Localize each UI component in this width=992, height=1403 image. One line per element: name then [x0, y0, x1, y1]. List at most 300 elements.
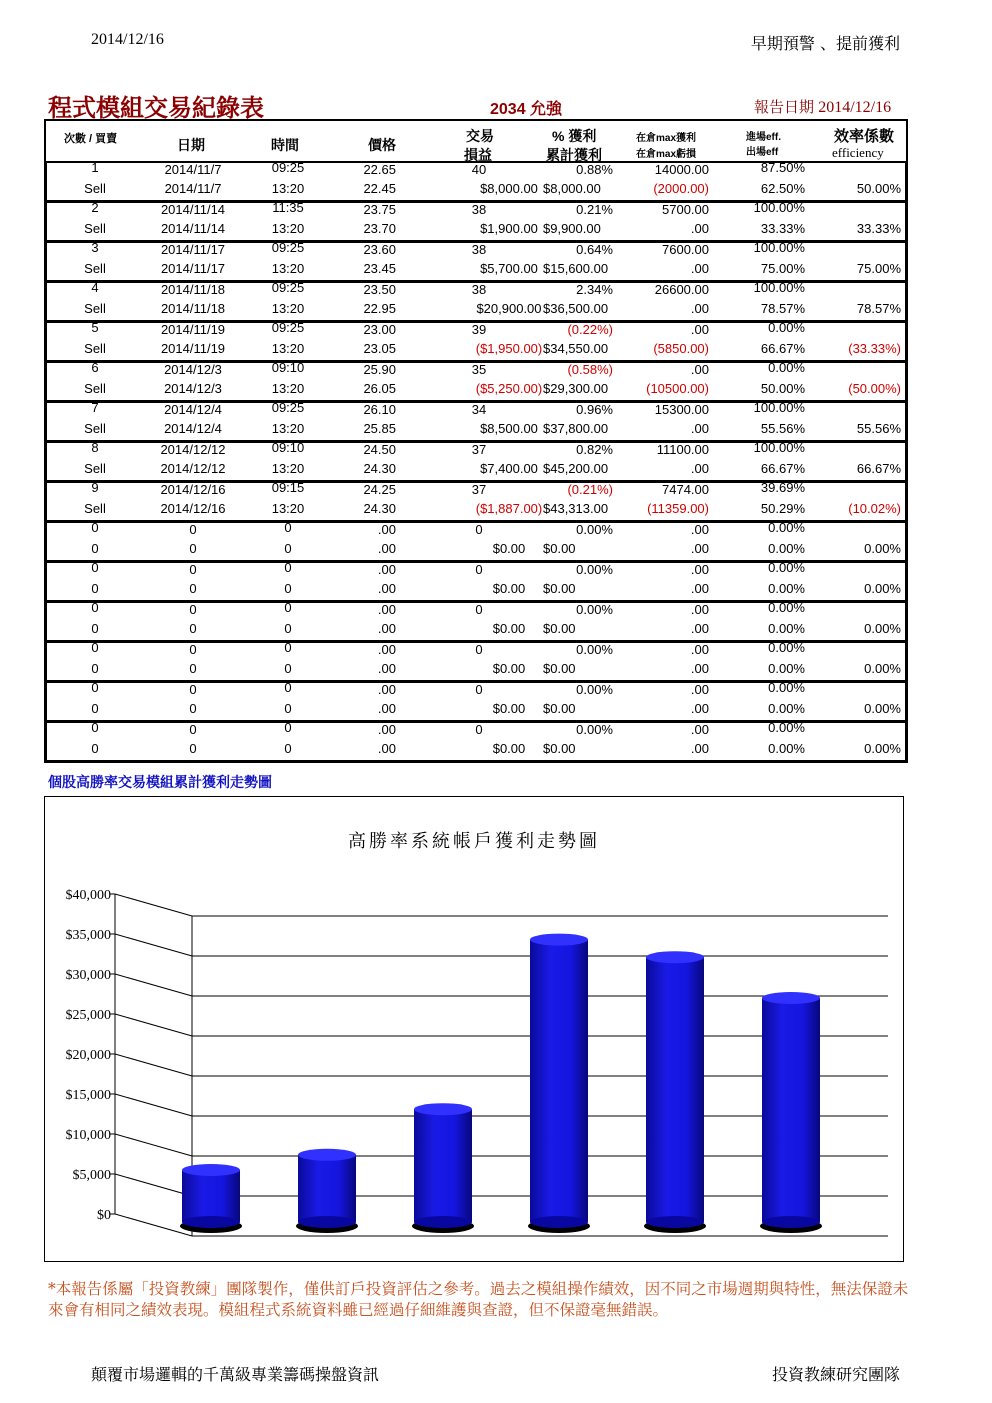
- profit-chart: [44, 796, 904, 1262]
- cell-max: 26600.00: [654, 282, 709, 297]
- cell-price: 25.90: [363, 362, 396, 377]
- col-eff-2: 出場eff: [746, 147, 779, 158]
- cell-pct: 0.96%: [576, 402, 613, 417]
- cell-eff: 78.57%: [760, 301, 805, 316]
- cell-no: 4: [91, 280, 99, 295]
- cell-date: 2014/11/17: [160, 242, 226, 257]
- table-body: [44, 160, 908, 763]
- cell-price: .00: [377, 522, 396, 537]
- table-row-group: [44, 560, 908, 603]
- cell-effi: (50.00%): [848, 381, 901, 396]
- cell-date: 0: [189, 701, 197, 716]
- table-row-group: [44, 200, 908, 243]
- cell-date: 0: [189, 602, 197, 617]
- bar-base: [762, 1216, 820, 1228]
- cell-pct: $0.00: [543, 701, 576, 716]
- bar-top: [762, 992, 820, 1004]
- cell-time: 09:25: [271, 280, 305, 295]
- cell-eff: 33.33%: [760, 221, 805, 236]
- grid-side-line: [115, 1094, 192, 1116]
- cell-pct: $29,300.00: [543, 381, 609, 396]
- table-row-group: [44, 360, 908, 403]
- trade-table: [44, 119, 908, 763]
- cell-trade: ($5,250.00): [475, 381, 543, 396]
- cell-effi: 33.33%: [856, 221, 901, 236]
- table-row-group: [44, 320, 908, 363]
- cell-max: .00: [690, 602, 709, 617]
- cell-price: 23.70: [363, 221, 396, 236]
- cell-max: (5850.00): [653, 341, 709, 356]
- cell-max: .00: [690, 221, 709, 236]
- cell-effi: 78.57%: [856, 301, 901, 316]
- cell-price: 23.45: [363, 261, 396, 276]
- cell-pct: 0.00%: [576, 682, 613, 697]
- bar-top: [298, 1149, 356, 1161]
- cell-date: 0: [189, 722, 197, 737]
- y-tick-label: $5,000: [72, 1168, 111, 1183]
- cell-price: .00: [377, 621, 396, 636]
- profit-chart-svg: [45, 797, 903, 1261]
- bar-top: [414, 1103, 472, 1115]
- cell-max: .00: [690, 642, 709, 657]
- table-row-group: [44, 160, 908, 203]
- cell-date: 0: [189, 741, 197, 756]
- cell-date: 0: [189, 581, 197, 596]
- table-row-group: [44, 240, 908, 283]
- col-pct-1: % 獲利: [552, 128, 597, 144]
- cell-trade: 38: [471, 202, 487, 217]
- cell-price: 23.75: [363, 202, 396, 217]
- cell-price: 22.45: [363, 181, 396, 196]
- cell-time: 0: [284, 720, 292, 735]
- cell-no: 0: [91, 661, 99, 676]
- cell-no: Sell: [84, 381, 106, 396]
- cell-price: 24.25: [363, 482, 396, 497]
- col-pct-2: 累計獲利: [546, 147, 602, 163]
- cell-pct: 0.00%: [576, 722, 613, 737]
- bar-base: [182, 1216, 240, 1228]
- cell-price: 24.30: [363, 461, 396, 476]
- cell-no: 0: [91, 640, 99, 655]
- cell-price: 23.50: [363, 282, 396, 297]
- cell-eff: 50.29%: [760, 501, 805, 516]
- cell-date: 2014/11/18: [160, 282, 226, 297]
- cell-trade: $20,900.00: [476, 301, 542, 316]
- cell-max: .00: [690, 701, 709, 716]
- cell-date: 2014/11/14: [160, 221, 226, 236]
- cell-eff: 100.00%: [753, 200, 805, 215]
- cell-eff: 0.00%: [768, 560, 805, 575]
- cell-no: Sell: [84, 301, 106, 316]
- cell-eff: 75.00%: [760, 261, 805, 276]
- cell-trade: $0.00: [492, 541, 526, 556]
- cell-trade: 39: [471, 322, 487, 337]
- cell-price: .00: [377, 682, 396, 697]
- col-trade-1: 交易: [466, 128, 494, 144]
- col-time: 時間: [271, 137, 299, 153]
- cell-date: 2014/12/3: [164, 362, 222, 377]
- cell-time: 13:20: [271, 421, 305, 436]
- cell-price: 23.00: [363, 322, 396, 337]
- cell-time: 0: [284, 541, 292, 556]
- cell-effi: 0.00%: [864, 661, 901, 676]
- cell-price: 24.50: [363, 442, 396, 457]
- cell-price: 24.30: [363, 501, 396, 516]
- cell-eff: 87.50%: [760, 160, 805, 175]
- cell-pct: 0.64%: [576, 242, 613, 257]
- cell-price: .00: [377, 602, 396, 617]
- cell-pct: 0.00%: [576, 642, 613, 657]
- cell-trade: $0.00: [492, 661, 526, 676]
- cell-pct: (0.58%): [567, 362, 613, 377]
- footer-right: 投資教練研究團隊: [771, 1365, 900, 1384]
- cell-eff: 100.00%: [753, 240, 805, 255]
- grid-side-line: [115, 894, 192, 916]
- cell-effi: 0.00%: [864, 741, 901, 756]
- cell-no: 1: [91, 160, 99, 175]
- stock-name: 2034 允強: [490, 101, 563, 118]
- cell-no: 0: [91, 600, 99, 615]
- table-row-group: [44, 520, 908, 563]
- cell-date: 2014/11/7: [164, 162, 222, 177]
- col-max-1: 在倉max獲利: [636, 133, 697, 144]
- cell-pct: 0.21%: [576, 202, 613, 217]
- grid-side-line: [115, 1174, 192, 1196]
- bar-top: [182, 1164, 240, 1176]
- cell-date: 2014/12/3: [164, 381, 222, 396]
- grid-side-line: [115, 1134, 192, 1156]
- y-tick-label: $0: [97, 1208, 111, 1223]
- cell-trade: $8,500.00: [480, 421, 538, 436]
- bar: [182, 1170, 240, 1222]
- cell-time: 0: [284, 621, 292, 636]
- y-tick-label: $40,000: [65, 888, 111, 903]
- col-max-2: 在倉max虧損: [636, 149, 697, 160]
- table-row-group: [44, 640, 908, 683]
- cell-eff: 66.67%: [760, 461, 805, 476]
- cell-price: 22.65: [363, 162, 396, 177]
- cell-max: .00: [690, 661, 709, 676]
- cell-pct: 0.00%: [576, 562, 613, 577]
- cell-time: 13:20: [271, 261, 305, 276]
- cell-pct: 0.00%: [576, 602, 613, 617]
- cell-max: .00: [690, 682, 709, 697]
- cell-eff: 0.00%: [768, 581, 805, 596]
- cell-no: Sell: [84, 501, 106, 516]
- report-date-value: 2014/12/16: [818, 99, 892, 116]
- page-title: 程式模組交易紀錄表: [48, 93, 264, 122]
- cell-pct: (0.21%): [567, 482, 613, 497]
- cell-max: .00: [690, 522, 709, 537]
- chart-caption: 個股高勝率交易模組累計獲利走勢圖: [48, 774, 272, 790]
- cell-eff: 0.00%: [768, 621, 805, 636]
- cell-date: 0: [189, 562, 197, 577]
- cell-trade: $0.00: [492, 741, 526, 756]
- cell-price: 26.05: [363, 381, 396, 396]
- cell-trade: 40: [471, 162, 487, 177]
- cell-no: Sell: [84, 421, 106, 436]
- cell-trade: 34: [471, 402, 487, 417]
- cell-time: 09:25: [271, 320, 305, 335]
- cell-effi: 0.00%: [864, 541, 901, 556]
- cell-price: .00: [377, 541, 396, 556]
- footer-left: 顛覆市場邏輯的千萬級專業籌碼操盤資訊: [91, 1365, 380, 1384]
- cell-max: (11359.00): [647, 501, 709, 516]
- cell-max: 7600.00: [662, 242, 709, 257]
- cell-price: .00: [377, 722, 396, 737]
- cell-pct: $0.00: [543, 661, 576, 676]
- cell-price: .00: [377, 562, 396, 577]
- col-date: 日期: [177, 137, 205, 153]
- cell-pct: $45,200.00: [543, 461, 609, 476]
- cell-no: 0: [91, 701, 99, 716]
- cell-eff: 0.00%: [768, 640, 805, 655]
- cell-no: 7: [91, 400, 99, 415]
- y-tick-label: $30,000: [65, 968, 111, 983]
- cell-time: 09:15: [271, 480, 305, 495]
- cell-date: 0: [189, 522, 197, 537]
- cell-no: 0: [91, 621, 99, 636]
- cell-max: .00: [690, 461, 709, 476]
- cell-pct: (0.22%): [567, 322, 613, 337]
- cell-max: .00: [690, 741, 709, 756]
- cell-time: 13:20: [271, 301, 305, 316]
- cell-no: 0: [91, 581, 99, 596]
- cell-trade: ($1,887.00): [475, 501, 543, 516]
- cell-no: 0: [91, 520, 99, 535]
- cell-no: 2: [91, 200, 99, 215]
- table-header: [44, 119, 908, 163]
- cell-pct: 0.88%: [576, 162, 613, 177]
- cell-pct: $8,000.00: [543, 181, 601, 196]
- cell-max: .00: [690, 322, 709, 337]
- cell-date: 2014/12/16: [160, 501, 226, 516]
- cell-trade: 35: [471, 362, 487, 377]
- cell-date: 2014/11/17: [160, 261, 226, 276]
- cell-eff: 0.00%: [768, 520, 805, 535]
- bar-top: [646, 951, 704, 963]
- cell-eff: 0.00%: [768, 680, 805, 695]
- cell-max: (10500.00): [646, 381, 709, 396]
- cell-max: .00: [690, 421, 709, 436]
- cell-eff: 100.00%: [753, 400, 805, 415]
- cell-time: 09:25: [271, 160, 305, 175]
- cell-date: 2014/11/14: [160, 202, 226, 217]
- cell-max: 5700.00: [662, 202, 709, 217]
- y-tick-label: $20,000: [65, 1048, 111, 1063]
- col-eff-1: 進場eff.: [746, 132, 781, 143]
- table-row-group: [44, 720, 908, 763]
- cell-eff: 100.00%: [753, 440, 805, 455]
- cell-date: 2014/12/4: [164, 402, 222, 417]
- cell-no: 0: [91, 741, 99, 756]
- cell-pct: $0.00: [543, 621, 576, 636]
- cell-effi: 0.00%: [864, 621, 901, 636]
- cell-date: 2014/11/19: [160, 322, 226, 337]
- col-price: 價格: [368, 137, 396, 153]
- cell-effi: 55.56%: [856, 421, 901, 436]
- cell-effi: (10.02%): [848, 501, 901, 516]
- bar-top: [530, 934, 588, 946]
- cell-no: Sell: [84, 181, 106, 196]
- cell-effi: (33.33%): [848, 341, 901, 356]
- report-date-block: [754, 96, 891, 117]
- cell-time: 13:20: [271, 381, 305, 396]
- cell-time: 0: [284, 560, 292, 575]
- disclaimer-text: *本報告係屬「投資教練」團隊製作，僅供訂戶投資評估之參考。過去之模組操作績效，因不同之市場週期與特性，無法保證未來會有相同之績效表現。模組程式系統資料雖已經過仔細維護與查證，但不保證毫無錯誤。: [48, 1280, 909, 1319]
- cell-date: 0: [189, 621, 197, 636]
- cell-price: .00: [377, 661, 396, 676]
- cell-pct: $36,500.00: [543, 301, 609, 316]
- cell-max: .00: [690, 541, 709, 556]
- cell-time: 0: [284, 600, 292, 615]
- cell-max: .00: [690, 362, 709, 377]
- report-date-label: 報告日期: [754, 99, 815, 116]
- cell-trade: $7,400.00: [480, 461, 538, 476]
- cell-effi: 0.00%: [864, 581, 901, 596]
- cell-max: .00: [690, 722, 709, 737]
- cell-no: Sell: [84, 341, 106, 356]
- cell-date: 2014/11/7: [164, 181, 222, 196]
- cell-no: Sell: [84, 461, 106, 476]
- cell-no: 5: [91, 320, 99, 335]
- cell-time: 13:20: [271, 501, 305, 516]
- grid-side-line: [115, 934, 192, 956]
- cell-trade: $8,000.00: [480, 181, 538, 196]
- y-tick-label: $15,000: [65, 1088, 111, 1103]
- cell-trade: 0: [475, 602, 483, 617]
- cell-pct: $43,313.00: [543, 501, 609, 516]
- cell-no: 0: [91, 720, 99, 735]
- cell-trade: 0: [475, 562, 483, 577]
- cell-trade: 37: [471, 442, 487, 457]
- y-tick-label: $10,000: [65, 1128, 111, 1143]
- cell-max: .00: [690, 261, 709, 276]
- cell-effi: 75.00%: [856, 261, 901, 276]
- cell-time: 13:20: [271, 221, 305, 236]
- col-trade-2: 損益: [464, 147, 492, 163]
- cell-time: 0: [284, 741, 292, 756]
- cell-max: .00: [690, 581, 709, 596]
- cell-trade: $0.00: [492, 701, 526, 716]
- cell-eff: 39.69%: [760, 480, 805, 495]
- cell-eff: 55.56%: [760, 421, 805, 436]
- cell-pct: 0.82%: [576, 442, 613, 457]
- cell-date: 2014/12/12: [160, 461, 226, 476]
- cell-price: .00: [377, 741, 396, 756]
- bar-base: [530, 1216, 588, 1228]
- table-row-group: [44, 680, 908, 723]
- cell-max: .00: [690, 301, 709, 316]
- cell-price: 23.60: [363, 242, 396, 257]
- header-date: 2014/12/16: [91, 31, 164, 48]
- header-slogan: 早期預警 、提前獲利: [750, 34, 900, 53]
- cell-price: 26.10: [363, 402, 396, 417]
- cell-date: 0: [189, 661, 197, 676]
- cell-time: 11:35: [272, 200, 304, 215]
- cell-date: 2014/11/18: [160, 301, 226, 316]
- cell-pct: 2.34%: [576, 282, 613, 297]
- bar: [298, 1155, 356, 1222]
- cell-eff: 100.00%: [753, 280, 805, 295]
- bar-base: [646, 1216, 704, 1228]
- table-row-group: [44, 400, 908, 443]
- bar: [414, 1109, 472, 1222]
- cell-trade: 38: [471, 282, 487, 297]
- cell-no: 0: [91, 560, 99, 575]
- cell-date: 2014/12/4: [164, 421, 222, 436]
- cell-pct: $0.00: [543, 541, 576, 556]
- cell-effi: 50.00%: [856, 181, 901, 196]
- cell-trade: 0: [475, 642, 483, 657]
- cell-pct: $9,900.00: [543, 221, 601, 236]
- cell-max: 14000.00: [654, 162, 709, 177]
- cell-trade: 0: [475, 682, 483, 697]
- cell-no: 6: [91, 360, 99, 375]
- cell-eff: 0.00%: [768, 741, 805, 756]
- table-row-group: [44, 600, 908, 643]
- cell-eff: 0.00%: [768, 320, 805, 335]
- cell-time: 0: [284, 701, 292, 716]
- cell-date: 0: [189, 682, 197, 697]
- cell-max: (2000.00): [653, 181, 709, 196]
- table-row-group: [44, 480, 908, 523]
- cell-trade: 38: [471, 242, 487, 257]
- bar-base: [414, 1216, 472, 1228]
- bar: [530, 940, 588, 1222]
- bar: [646, 957, 704, 1222]
- cell-eff: 0.00%: [768, 661, 805, 676]
- grid-side-line: [115, 1014, 192, 1036]
- cell-pct: 0.00%: [576, 522, 613, 537]
- cell-no: 8: [91, 440, 99, 455]
- cell-trade: $0.00: [492, 621, 526, 636]
- table-row-group: [44, 280, 908, 323]
- cell-price: 22.95: [363, 301, 396, 316]
- cell-price: 25.85: [363, 421, 396, 436]
- cell-max: .00: [690, 562, 709, 577]
- cell-eff: 0.00%: [768, 600, 805, 615]
- cell-price: .00: [377, 701, 396, 716]
- col-effi-2: efficiency: [832, 145, 884, 160]
- cell-no: Sell: [84, 221, 106, 236]
- grid-side-line: [115, 1054, 192, 1076]
- cell-time: 13:20: [271, 181, 305, 196]
- cell-effi: 0.00%: [864, 701, 901, 716]
- cell-trade: ($1,950.00): [475, 341, 543, 356]
- y-tick-label: $25,000: [65, 1008, 111, 1023]
- cell-eff: 0.00%: [768, 360, 805, 375]
- cell-time: 09:25: [271, 240, 305, 255]
- col-no: 次數 / 買賣: [64, 133, 118, 145]
- cell-time: 09:25: [271, 400, 305, 415]
- cell-eff: 0.00%: [768, 720, 805, 735]
- cell-max: .00: [690, 621, 709, 636]
- cell-no: Sell: [84, 261, 106, 276]
- bar-base: [298, 1216, 356, 1228]
- cell-no: 9: [91, 480, 99, 495]
- cell-max: 15300.00: [654, 402, 709, 417]
- cell-time: 09:10: [271, 360, 305, 375]
- cell-date: 2014/11/19: [160, 341, 226, 356]
- cell-time: 0: [284, 581, 292, 596]
- cell-effi: 66.67%: [856, 461, 901, 476]
- cell-date: 0: [189, 642, 197, 657]
- cell-time: 0: [284, 661, 292, 676]
- cell-no: 3: [91, 240, 99, 255]
- cell-date: 2014/12/16: [160, 482, 226, 497]
- cell-trade: $1,900.00: [480, 221, 538, 236]
